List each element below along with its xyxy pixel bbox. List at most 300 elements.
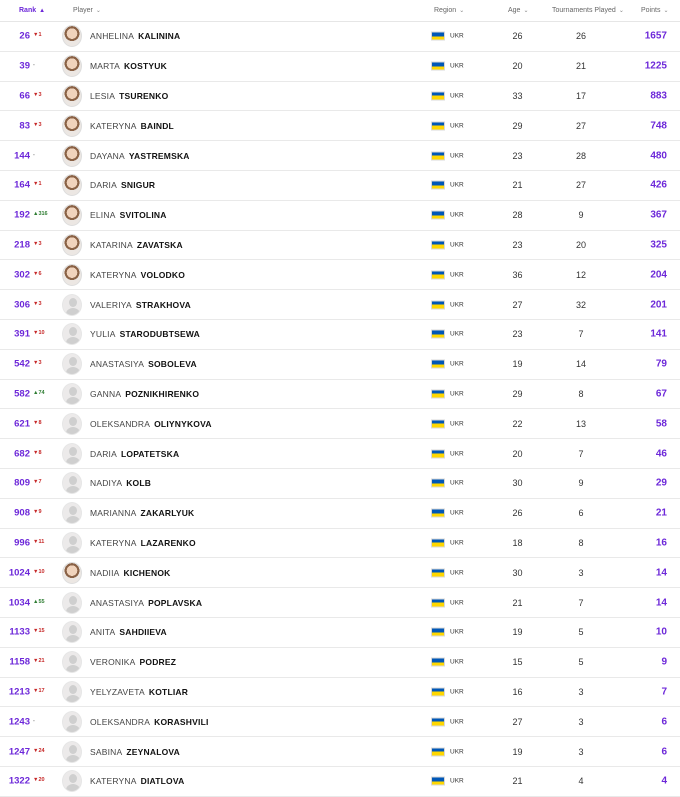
player-last-name: VOLODKO (140, 269, 186, 280)
player-name-link[interactable] (90, 180, 155, 190)
table-row[interactable] (0, 409, 680, 439)
player-name-link[interactable] (90, 91, 168, 101)
age-value: 28 (512, 210, 523, 221)
table-row[interactable] (0, 707, 680, 737)
person-silhouette-icon[interactable] (62, 383, 82, 405)
rank-value: 83 (19, 120, 30, 132)
player-last-name: KOLB (126, 478, 152, 489)
tournaments-played-value: 9 (578, 478, 584, 489)
rank-movement: ▼11 (33, 539, 45, 546)
ukraine-flag-icon (431, 538, 445, 547)
country-code: UKR (450, 628, 464, 636)
points-value: 10 (655, 626, 667, 638)
region-column-header[interactable] (434, 7, 464, 14)
ukraine-flag-icon (431, 270, 445, 279)
age-value: 27 (512, 716, 523, 727)
player-last-name: DIATLOVA (140, 776, 185, 787)
country-code: UKR (450, 62, 464, 70)
player-avatar[interactable] (62, 55, 82, 77)
player-last-name: TSURENKO (119, 90, 169, 101)
player-first-name: MARTA (90, 61, 120, 72)
points-value: 204 (650, 269, 667, 281)
ukraine-flag-icon (431, 598, 445, 607)
player-name-link[interactable] (90, 300, 191, 310)
ukraine-flag-icon (431, 777, 445, 786)
age-value: 23 (512, 329, 523, 340)
points-value: 480 (650, 150, 667, 162)
player-last-name: STARODUBTSEWA (119, 329, 200, 340)
rank-value: 908 (14, 507, 30, 519)
rank-movement: ▼3 (33, 241, 42, 248)
age-value: 19 (512, 359, 523, 370)
table-row[interactable] (0, 201, 680, 231)
player-first-name: GANNA (90, 388, 122, 399)
rank-value: 996 (14, 537, 30, 549)
player-last-name: LAZARENKO (140, 537, 196, 548)
points-value: 6 (661, 716, 667, 728)
table-row[interactable] (0, 141, 680, 171)
ukraine-flag-icon (431, 717, 445, 726)
player-column-header[interactable] (73, 7, 101, 14)
points-value: 141 (650, 328, 667, 340)
player-first-name: YULIA (90, 329, 116, 340)
player-name-link[interactable] (90, 359, 197, 369)
player-name-link[interactable] (90, 419, 212, 429)
rank-movement: - (33, 151, 35, 158)
table-row[interactable] (0, 618, 680, 648)
tournaments-played-value: 8 (578, 388, 584, 399)
points-value: 1225 (644, 60, 667, 72)
player-avatar[interactable] (62, 204, 82, 226)
age-value: 23 (512, 150, 523, 161)
tournaments-played-value: 7 (578, 329, 584, 340)
rank-value: 621 (14, 418, 30, 430)
points-value: 29 (655, 477, 667, 489)
caret-up-icon: ▲ (39, 7, 46, 14)
age-header-label: Age (508, 7, 521, 14)
rank-value: 144 (14, 150, 30, 162)
table-row[interactable] (0, 260, 680, 290)
player-name-link[interactable] (90, 657, 176, 667)
person-silhouette-icon[interactable] (62, 323, 82, 345)
rank-value: 682 (14, 448, 30, 460)
points-value: 16 (655, 537, 667, 549)
points-value: 325 (650, 239, 667, 251)
table-row[interactable] (0, 22, 680, 52)
country-code: UKR (450, 420, 464, 428)
person-silhouette-icon[interactable] (62, 443, 82, 465)
player-name-link[interactable] (90, 508, 194, 518)
rank-value: 164 (14, 179, 30, 191)
tournaments-played-value: 5 (578, 627, 584, 638)
ukraine-flag-icon (431, 211, 445, 220)
player-name-link[interactable] (90, 329, 200, 339)
country-code: UKR (450, 569, 464, 577)
rank-column-header[interactable] (19, 7, 45, 14)
ukraine-flag-icon (431, 300, 445, 309)
rank-movement: ▼3 (33, 92, 42, 99)
tournaments-played-value: 8 (578, 537, 584, 548)
person-silhouette-icon[interactable] (62, 621, 82, 643)
age-value: 30 (512, 567, 523, 578)
player-last-name: KORASHVILI (154, 716, 209, 727)
table-row[interactable] (0, 648, 680, 678)
points-value: 4 (661, 775, 667, 787)
player-first-name: KATERYNA (90, 537, 137, 548)
points-value: 1657 (644, 30, 667, 42)
player-name-link[interactable] (90, 270, 185, 280)
ukraine-flag-icon (431, 91, 445, 100)
player-last-name: KOTLIAR (148, 686, 189, 697)
chevron-down-icon: ⌄ (95, 8, 101, 14)
player-last-name: STRAKHOVA (135, 299, 191, 310)
table-row[interactable] (0, 767, 680, 797)
person-silhouette-icon[interactable] (62, 502, 82, 524)
player-last-name: POZNIKHIRENKO (125, 388, 200, 399)
player-last-name: ZAKARLYUK (140, 508, 195, 519)
rank-movement: ▼15 (33, 628, 45, 635)
tournaments-played-value: 13 (575, 418, 586, 429)
rank-movement: ▼9 (33, 509, 42, 516)
points-value: 21 (655, 507, 667, 519)
rank-movement: ▼24 (33, 747, 45, 754)
rank-value: 809 (14, 477, 30, 489)
country-code: UKR (450, 32, 464, 40)
tournaments-played-value: 3 (578, 567, 584, 578)
tournaments-played-value: 5 (578, 657, 584, 668)
player-avatar[interactable] (62, 174, 82, 196)
tournaments-played-value: 12 (575, 269, 586, 280)
tournaments-played-value: 3 (578, 746, 584, 757)
player-first-name: KATERYNA (90, 120, 137, 131)
table-row[interactable] (0, 439, 680, 469)
rank-movement: ▼3 (33, 300, 42, 307)
rank-value: 1024 (8, 567, 30, 579)
player-name-link[interactable] (90, 538, 196, 548)
player-last-name: KOSTYUK (123, 61, 167, 72)
person-silhouette-icon[interactable] (62, 353, 82, 375)
points-value: 9 (661, 656, 667, 668)
country-code: UKR (450, 777, 464, 785)
rank-movement: ▼21 (33, 658, 45, 665)
age-value: 29 (512, 388, 523, 399)
person-silhouette-icon[interactable] (62, 472, 82, 494)
rank-movement: ▼10 (33, 330, 45, 337)
player-first-name: DARIA (90, 448, 117, 459)
rank-value: 1034 (8, 597, 30, 609)
chevron-down-icon: ⌄ (459, 8, 465, 14)
person-silhouette-icon[interactable] (62, 770, 82, 792)
country-code: UKR (450, 271, 464, 279)
table-row[interactable] (0, 52, 680, 82)
points-value: 79 (655, 358, 667, 370)
rank-movement: ▼8 (33, 449, 42, 456)
points-value: 58 (655, 418, 667, 430)
country-code: UKR (450, 360, 464, 368)
rank-value: 218 (14, 239, 30, 251)
table-row[interactable] (0, 290, 680, 320)
points-value: 426 (650, 179, 667, 191)
age-value: 15 (512, 657, 523, 668)
player-name-link[interactable] (90, 240, 183, 250)
ukraine-flag-icon (431, 121, 445, 130)
rank-movement: ▲55 (33, 598, 45, 605)
player-first-name: ANASTASIYA (90, 597, 145, 608)
player-name-link[interactable] (90, 568, 170, 578)
country-code: UKR (450, 688, 464, 696)
player-name-link[interactable] (90, 210, 167, 220)
country-code: UKR (450, 718, 464, 726)
age-value: 19 (512, 746, 523, 757)
ukraine-flag-icon (431, 658, 445, 667)
ukraine-flag-icon (431, 389, 445, 398)
table-row[interactable] (0, 231, 680, 261)
player-last-name: OLIYNYKOVA (154, 418, 212, 429)
player-first-name: NADIIA (90, 567, 120, 578)
player-first-name: ELINA (90, 210, 116, 221)
tournaments-played-value: 9 (578, 210, 584, 221)
age-value: 22 (512, 418, 523, 429)
player-name-link[interactable] (90, 747, 180, 757)
table-row[interactable] (0, 558, 680, 588)
points-value: 14 (655, 597, 667, 609)
chevron-down-icon: ⌄ (663, 8, 669, 14)
rank-value: 302 (14, 269, 30, 281)
age-value: 21 (512, 597, 523, 608)
player-name-link[interactable] (90, 776, 184, 786)
player-avatar[interactable] (62, 115, 82, 137)
age-value: 23 (512, 239, 523, 250)
rank-value: 1243 (8, 716, 30, 728)
player-first-name: ANHELINA (90, 31, 135, 42)
player-last-name: LOPATETSKA (120, 448, 180, 459)
rank-movement: ▼3 (33, 360, 42, 367)
points-value: 7 (661, 686, 667, 698)
rank-value: 306 (14, 299, 30, 311)
rank-value: 192 (14, 209, 30, 221)
table-row[interactable] (0, 678, 680, 708)
table-row[interactable] (0, 529, 680, 559)
table-body (0, 22, 680, 797)
region-header-label: Region (434, 7, 457, 14)
country-code: UKR (450, 122, 464, 130)
player-last-name: SOBOLEVA (148, 359, 197, 370)
points-value: 6 (661, 746, 667, 758)
ukraine-flag-icon (431, 509, 445, 518)
ukraine-flag-icon (431, 747, 445, 756)
player-avatar[interactable] (62, 25, 82, 47)
tournaments-played-value: 28 (575, 150, 586, 161)
points-header-label: Points (641, 7, 661, 14)
table-row[interactable] (0, 350, 680, 380)
age-value: 30 (512, 478, 523, 489)
player-name-link[interactable] (90, 598, 202, 608)
table-row[interactable] (0, 111, 680, 141)
player-first-name: ANASTASIYA (90, 359, 145, 370)
tournaments-played-value: 32 (575, 299, 586, 310)
age-value: 26 (512, 508, 523, 519)
player-name-link[interactable] (90, 31, 180, 41)
rank-value: 39 (19, 60, 30, 72)
player-first-name: KATERYNA (90, 269, 137, 280)
player-name-link[interactable] (90, 389, 199, 399)
player-name-link[interactable] (90, 687, 188, 697)
ukraine-flag-icon (431, 151, 445, 160)
person-silhouette-icon[interactable] (62, 592, 82, 614)
country-code: UKR (450, 479, 464, 487)
country-code: UKR (450, 509, 464, 517)
ukraine-flag-icon (431, 240, 445, 249)
table-row[interactable] (0, 82, 680, 112)
ukraine-flag-icon (431, 62, 445, 71)
rank-value: 1158 (9, 656, 30, 668)
rank-value: 1247 (8, 746, 30, 758)
rank-movement: ▲74 (33, 390, 45, 397)
player-last-name: SAHDIIEVA (119, 627, 167, 638)
points-value: 748 (650, 120, 667, 132)
tournaments-played-value: 26 (575, 31, 586, 42)
player-first-name: LESIA (90, 90, 116, 101)
points-value: 883 (650, 90, 667, 102)
table-header (0, 0, 680, 22)
person-silhouette-icon[interactable] (62, 413, 82, 435)
player-first-name: MARIANNA (90, 508, 137, 519)
person-silhouette-icon[interactable] (62, 681, 82, 703)
rank-movement: ▲316 (33, 211, 48, 218)
player-avatar[interactable] (62, 145, 82, 167)
country-code: UKR (450, 599, 464, 607)
country-code: UKR (450, 748, 464, 756)
rank-movement: ▼3 (33, 121, 42, 128)
table-row[interactable] (0, 469, 680, 499)
player-last-name: PODREZ (139, 657, 177, 668)
tournaments-played-value: 7 (578, 448, 584, 459)
person-silhouette-icon[interactable] (62, 651, 82, 673)
tournaments-column-header[interactable] (552, 7, 624, 14)
rank-value: 26 (19, 30, 30, 42)
player-last-name: BAINDL (140, 120, 174, 131)
points-value: 14 (655, 567, 667, 579)
table-row[interactable] (0, 499, 680, 529)
player-first-name: KATERYNA (90, 776, 137, 787)
player-first-name: SABINA (90, 746, 123, 757)
person-silhouette-icon[interactable] (62, 294, 82, 316)
player-name-link[interactable] (90, 449, 179, 459)
country-code: UKR (450, 152, 464, 160)
tournaments-played-value: 21 (575, 61, 586, 72)
rank-movement: ▼1 (33, 32, 42, 39)
player-first-name: KATARINA (90, 239, 133, 250)
ukraine-flag-icon (431, 568, 445, 577)
rank-movement: ▼6 (33, 270, 42, 277)
table-row[interactable] (0, 171, 680, 201)
tournaments-played-value: 17 (575, 90, 586, 101)
country-code: UKR (450, 301, 464, 309)
player-last-name: ZEYNALOVA (126, 746, 180, 757)
player-last-name: ZAVATSKA (136, 239, 183, 250)
age-column-header[interactable] (508, 7, 529, 14)
country-code: UKR (450, 330, 464, 338)
points-column-header[interactable] (641, 7, 669, 14)
tournaments-header-label: Tournaments Played (552, 7, 616, 14)
player-name-link[interactable] (90, 627, 167, 637)
country-code: UKR (450, 658, 464, 666)
player-first-name: NADIYA (90, 478, 123, 489)
player-first-name: YELYZAVETA (90, 686, 145, 697)
player-last-name: KICHENOK (123, 567, 171, 578)
tournaments-played-value: 3 (578, 686, 584, 697)
table-row[interactable] (0, 320, 680, 350)
age-value: 29 (512, 120, 523, 131)
player-name-link[interactable] (90, 121, 174, 131)
rank-movement: ▼17 (33, 688, 45, 695)
country-code: UKR (450, 211, 464, 219)
ukraine-flag-icon (431, 419, 445, 428)
player-first-name: DAYANA (90, 150, 125, 161)
rank-movement: - (33, 62, 35, 69)
person-silhouette-icon[interactable] (62, 711, 82, 733)
ukraine-flag-icon (431, 360, 445, 369)
player-name-link[interactable] (90, 61, 167, 71)
country-code: UKR (450, 92, 464, 100)
player-first-name: OLEKSANDRA (90, 418, 151, 429)
player-first-name: ANITA (90, 627, 116, 638)
ukraine-flag-icon (431, 628, 445, 637)
tournaments-played-value: 27 (575, 120, 586, 131)
tournaments-played-value: 3 (578, 716, 584, 727)
player-last-name: SNIGUR (120, 180, 156, 191)
player-last-name: POPLAVSKA (148, 597, 203, 608)
rank-movement: ▼7 (33, 479, 42, 486)
points-value: 201 (650, 299, 667, 311)
player-name-link[interactable] (90, 151, 190, 161)
points-value: 67 (655, 388, 667, 400)
country-code: UKR (450, 181, 464, 189)
rank-value: 1133 (9, 626, 30, 638)
rank-value: 66 (19, 90, 30, 102)
tournaments-played-value: 27 (575, 180, 586, 191)
tournaments-played-value: 7 (578, 597, 584, 608)
rank-value: 582 (14, 388, 30, 400)
rank-movement: ▼10 (33, 568, 45, 575)
person-silhouette-icon[interactable] (62, 532, 82, 554)
player-name-link[interactable] (90, 478, 151, 488)
ukraine-flag-icon (431, 687, 445, 696)
player-avatar[interactable] (62, 234, 82, 256)
player-first-name: VALERIYA (90, 299, 132, 310)
chevron-down-icon: ⌄ (618, 8, 624, 14)
ukraine-flag-icon (431, 330, 445, 339)
table-row[interactable] (0, 380, 680, 410)
player-avatar[interactable] (62, 562, 82, 584)
country-code: UKR (450, 539, 464, 547)
rank-value: 1322 (8, 775, 30, 787)
tournaments-played-value: 6 (578, 508, 584, 519)
country-code: UKR (450, 450, 464, 458)
tournaments-played-value: 4 (578, 776, 584, 787)
player-name-link[interactable] (90, 717, 209, 727)
ukraine-flag-icon (431, 479, 445, 488)
table-row[interactable] (0, 588, 680, 618)
player-avatar[interactable] (62, 264, 82, 286)
ukraine-flag-icon (431, 181, 445, 190)
person-silhouette-icon[interactable] (62, 741, 82, 763)
player-header-label: Player (73, 7, 93, 14)
table-row[interactable] (0, 737, 680, 767)
player-last-name: SVITOLINA (119, 210, 167, 221)
player-avatar[interactable] (62, 85, 82, 107)
rank-header-label: Rank (19, 7, 37, 14)
